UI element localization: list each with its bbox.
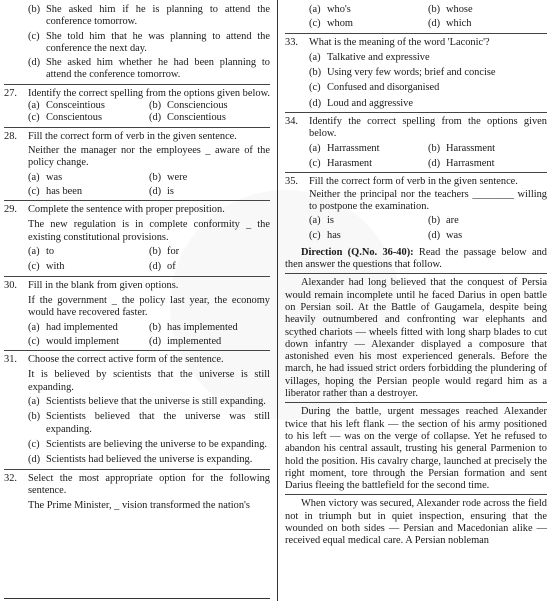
question-number: 33.: [285, 36, 298, 48]
option-30c[interactable]: (c) would implement: [28, 335, 120, 347]
option-29c[interactable]: (c) with: [28, 261, 65, 273]
option-35b[interactable]: (b) are: [428, 215, 459, 227]
option-32d[interactable]: (d) which: [428, 18, 472, 30]
option-27d[interactable]: (d) Conscientious: [149, 112, 226, 124]
passage-separator: [285, 273, 547, 274]
left-column: [4, 4, 270, 512]
question-number: 34.: [285, 116, 298, 128]
question-text: What is the meaning of the word 'Laconic'?: [309, 36, 490, 48]
question-28: [4, 131, 270, 198]
question-sentence: It is believed by scientists that the universe is still expanding.: [28, 369, 270, 393]
question-35: [285, 176, 547, 242]
question-32-options: [285, 4, 547, 31]
question-33: [285, 37, 547, 110]
question-sentence: The Prime Minister, _ vision transformed the nation's: [28, 500, 250, 512]
option-34a[interactable]: (a) Harrassment: [309, 142, 380, 154]
question-number: 30.: [4, 279, 17, 291]
question-separator: [4, 469, 270, 470]
option-29a[interactable]: (a) to: [28, 246, 55, 258]
direction-label: Direction (Q.No. 36-40):: [301, 246, 414, 258]
question-30: [4, 280, 270, 348]
option-27b[interactable]: (b) Consciencious: [149, 100, 228, 112]
question-number: 31.: [4, 354, 17, 366]
question-separator: [285, 33, 547, 34]
option-28b[interactable]: (b) were: [149, 171, 188, 183]
question-number: 28.: [4, 130, 17, 142]
question-text: Complete the sentence with proper preposition.: [28, 204, 225, 216]
paragraph-separator: [285, 494, 547, 495]
direction-text: Read the passage below and then answer the questions that follow.: [285, 246, 547, 271]
option-33c[interactable]: (c) Confused and disorganised: [309, 82, 440, 94]
question-separator: [4, 84, 270, 85]
option-30d[interactable]: (d) implemented: [149, 335, 222, 347]
question-number: 32.: [4, 472, 17, 484]
option-32a[interactable]: (a) who's: [309, 4, 351, 15]
option-27a[interactable]: (a) Consceintious: [28, 100, 105, 112]
option-34d[interactable]: (d) Harrasment: [428, 157, 495, 169]
option-27c[interactable]: (c) Conscientous: [28, 112, 102, 124]
option-31a[interactable]: (a) Scientists believe that the universe is still expanding.: [28, 396, 266, 408]
bottom-rule: [4, 598, 270, 599]
option-28a[interactable]: (a) was: [28, 171, 63, 183]
direction-heading: [285, 247, 547, 272]
option-26d[interactable]: (d) She asked him whether he had been planning to attend the conference tomorrow.: [28, 57, 270, 81]
question-text: Fill in the blank from given options.: [28, 279, 179, 291]
option-28d[interactable]: (d) is: [149, 185, 174, 197]
question-34: [285, 116, 547, 170]
option-34b[interactable]: (b) Harassment: [428, 142, 496, 154]
question-separator: [285, 172, 547, 173]
question-separator: [4, 350, 270, 351]
question-sentence: If the government _ the policy last year, the economy would have recovered faster.: [28, 294, 270, 319]
question-text: Identify the correct spelling from the options given below.: [28, 87, 270, 99]
question-separator: [4, 200, 270, 201]
question-text: Choose the correct active form of the sentence.: [28, 354, 224, 366]
question-number: 27.: [4, 87, 17, 99]
question-sentence: Neither the manager nor the employees _ aware of the policy change.: [28, 144, 270, 169]
option-30b[interactable]: (b) has implemented: [149, 321, 238, 333]
question-number: 29.: [4, 204, 17, 216]
question-31: [4, 354, 270, 466]
question-sentence: Neither the principal nor the teachers ________ willing to postpone the examination.: [309, 188, 547, 212]
question-text: Fill the correct form of verb in the given sentence.: [28, 130, 237, 142]
question-separator: [4, 127, 270, 128]
question-29: [4, 204, 270, 273]
question-separator: [4, 276, 270, 277]
right-column: [285, 4, 547, 548]
question-text: Select the most appropriate option for the following sentence.: [28, 472, 270, 496]
option-34c[interactable]: (c) Harasment: [309, 157, 373, 169]
option-33d[interactable]: (d) Loud and aggressive: [309, 97, 413, 109]
question-number: 35.: [285, 176, 298, 188]
option-29d[interactable]: (d) of: [149, 261, 176, 273]
question-32: [4, 473, 270, 513]
passage-paragraph-1: Alexander had long believed that the conquest of Persia would remain incomplete until he faced Darius in open battle on Persian soil. At the Battle of Gaugamela, despite being heavily outnumbered and confronting war elephants and scythed chariots — wheels fitted with long sharp blades to cut down infantry — Alexander displayed a composure that astonished even his most experienced generals. Before the march, he had issued strict orders forbidding the plundering of villages, hoping the Persian people would regard him as a liberator rather than a destroyer.: [285, 277, 547, 400]
question-text: Fill the correct form of verb in the given sentence.: [309, 176, 518, 188]
option-32c[interactable]: (c) whom: [309, 18, 353, 30]
column-divider: [277, 0, 278, 601]
option-31c[interactable]: (c) Scientists are believing the universe to be expanding.: [28, 438, 268, 450]
option-33a[interactable]: (a) Talkative and expressive: [309, 51, 430, 63]
option-33b[interactable]: (b) Using very few words; brief and concise: [309, 67, 496, 79]
option-26c[interactable]: (c) She told him that he was planning to attend the conference the next day.: [28, 30, 270, 54]
option-28c[interactable]: (c) has been: [28, 185, 83, 197]
question-27: [4, 88, 270, 125]
option-31d[interactable]: (d) Scientists had believed the universe is expanding.: [28, 454, 253, 466]
option-30a[interactable]: (a) had implemented: [28, 321, 118, 333]
paragraph-separator: [285, 402, 547, 403]
question-separator: [285, 112, 547, 113]
question-text: Identify the correct spelling from the options given below.: [309, 116, 547, 140]
passage-paragraph-2: During the battle, urgent messages reached Alexander twice that his left flank — the section of his army positioned to his left — was on the verge of collapse. Yet he refused to abandon his central assault, trusting his general Parmenion to hold the position. His cavalry charge, launched at precisely the right moment, tore through the Persian formation and sent Darius fleeing the battlefield for the second time.: [285, 406, 547, 492]
option-35d[interactable]: (d) was: [428, 230, 463, 242]
passage-paragraph-3: When victory was secured, Alexander rode across the field not in triumph but in quiet inspection, ensuring that the wounded on both sides — Persian and Macedonian alike — received equal medical care. A Persian nobleman: [285, 498, 547, 547]
option-32b[interactable]: (b) whose: [428, 4, 473, 15]
option-26b[interactable]: (b) She asked him if he is planning to attend the conference tomorrow.: [28, 4, 270, 28]
question-sentence: The new regulation is in complete conformity _ the existing constitutional provisions.: [28, 219, 270, 243]
option-29b[interactable]: (b) for: [149, 246, 180, 258]
option-31b[interactable]: (b) Scientists believed that the universe was still expanding.: [28, 411, 270, 435]
option-35c[interactable]: (c) has: [309, 230, 341, 242]
option-35a[interactable]: (a) is: [309, 215, 334, 227]
question-26-options-tail: [4, 4, 270, 82]
